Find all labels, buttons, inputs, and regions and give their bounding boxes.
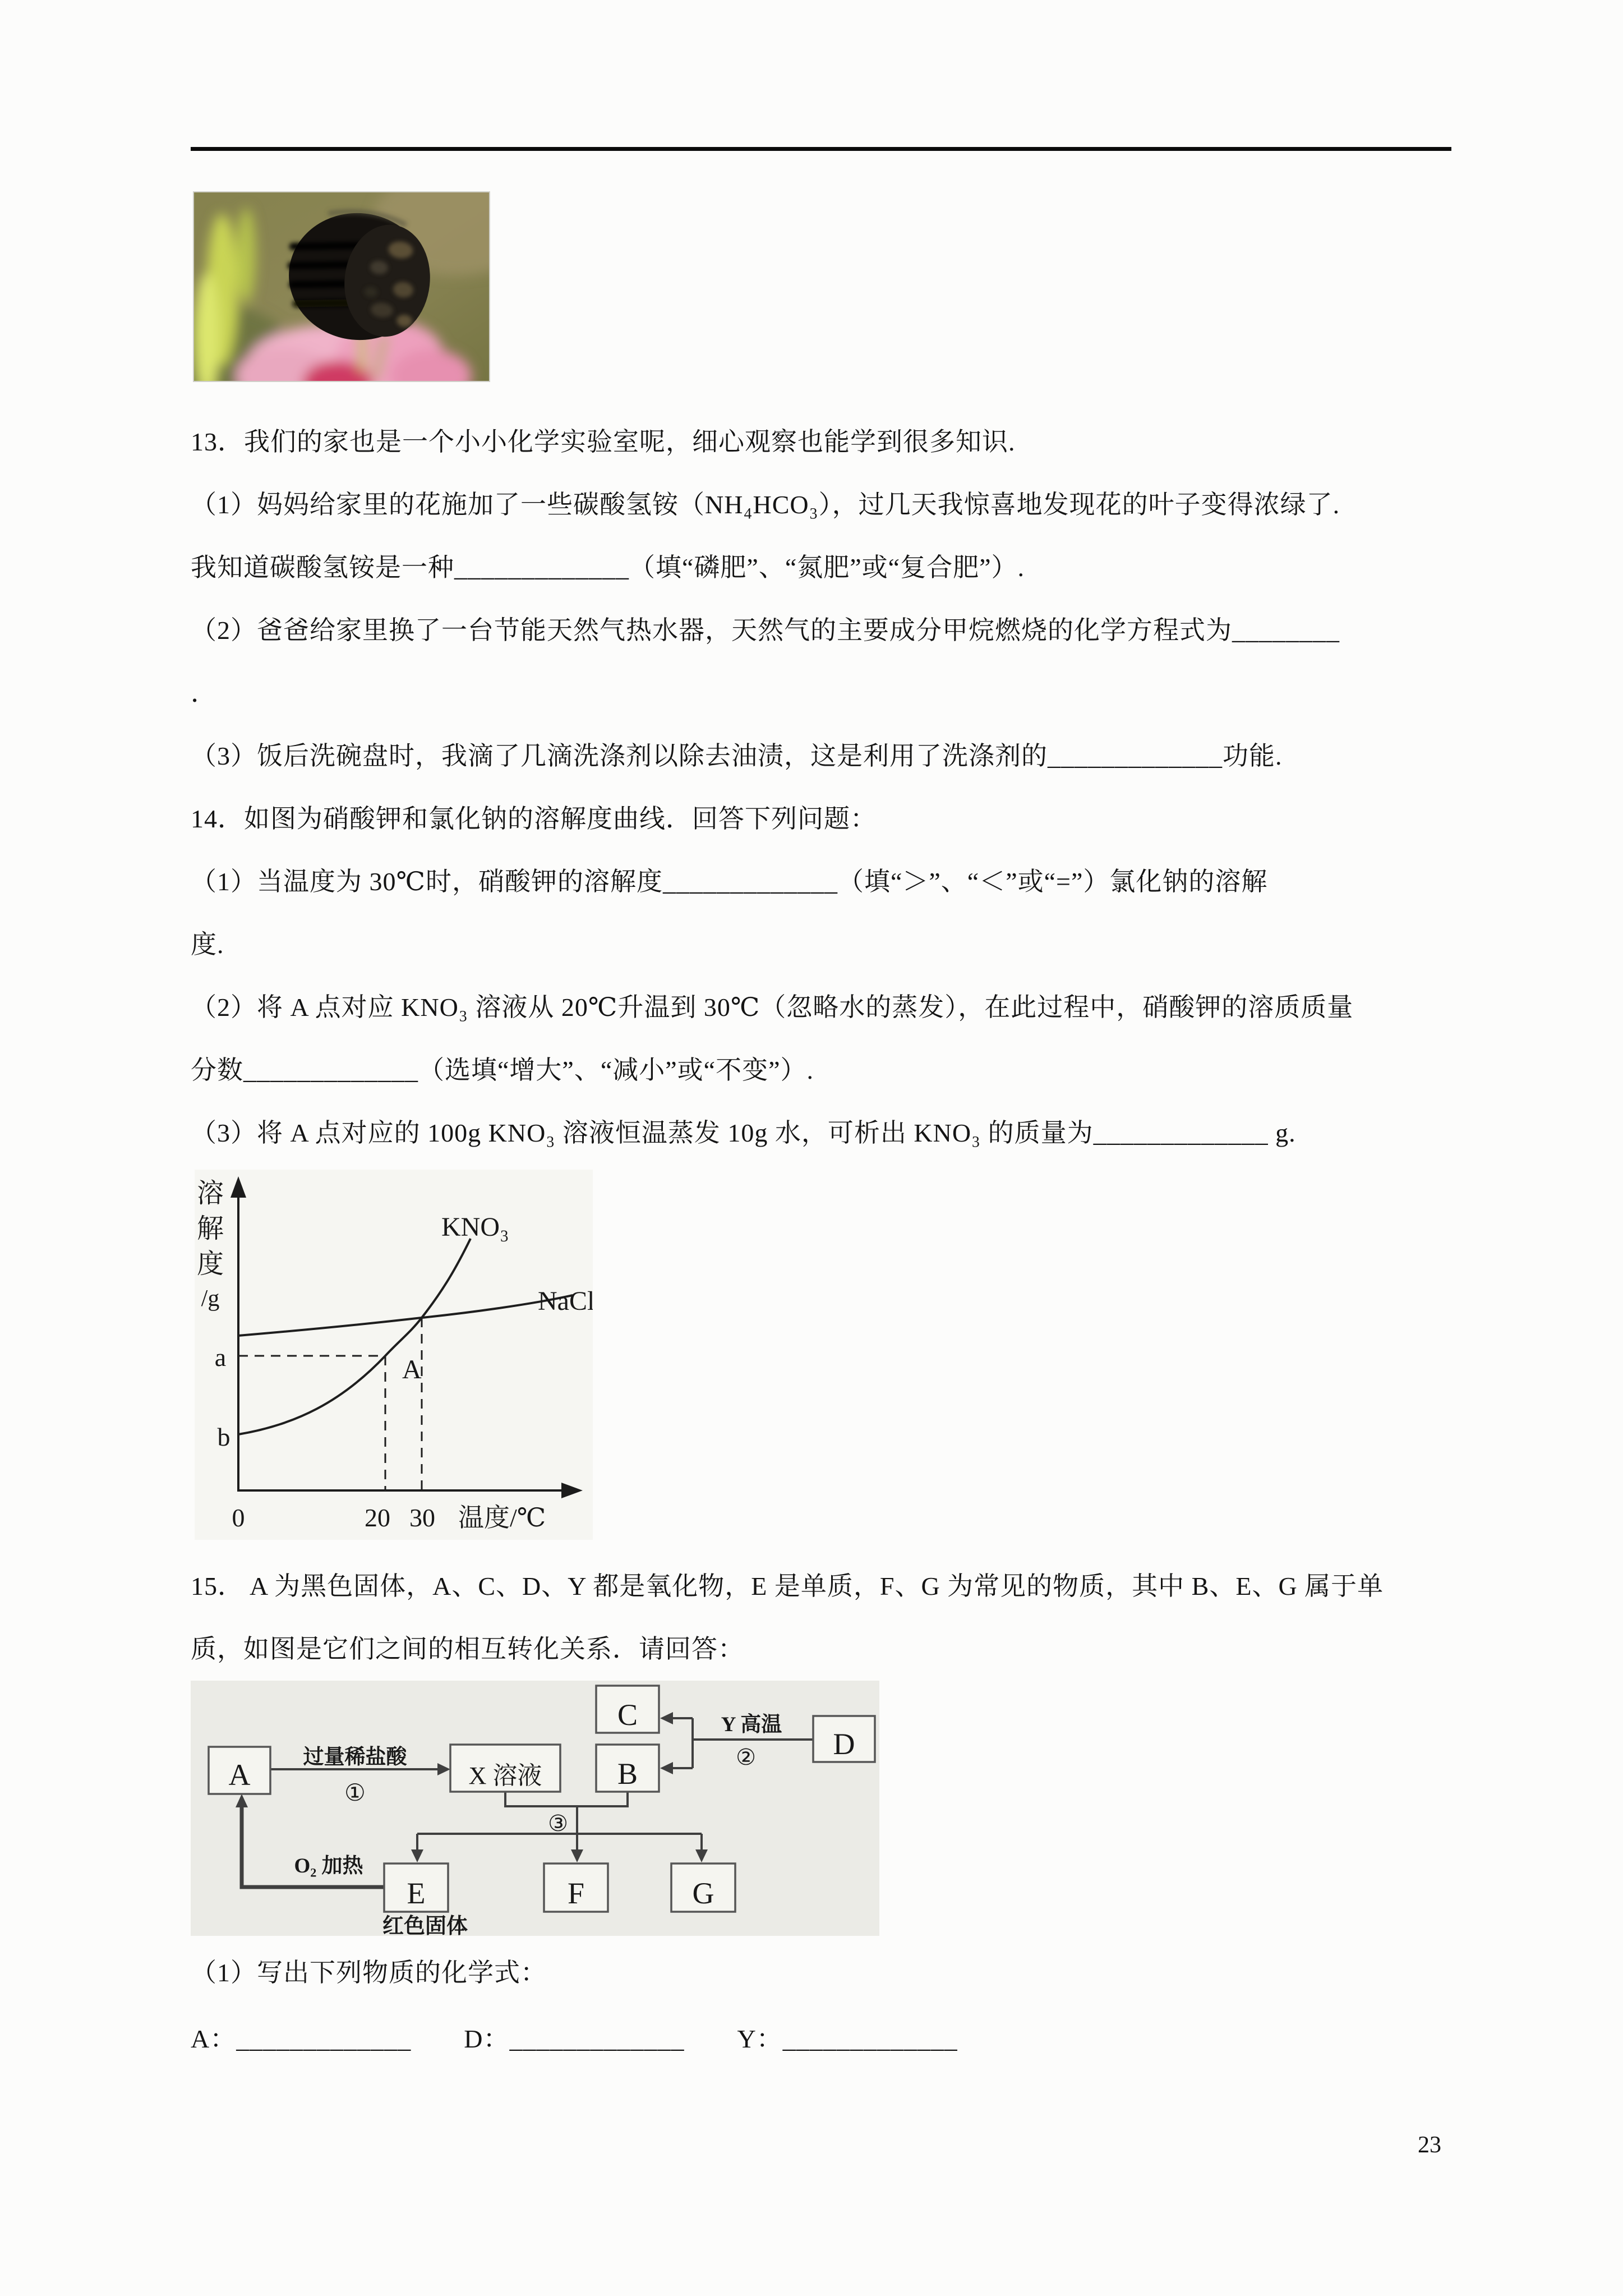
reaction2-label: Y 高温 <box>721 1713 782 1736</box>
box-c-label: C <box>617 1698 638 1732</box>
x-tick-20: 20 <box>365 1503 390 1532</box>
box-x-label: X 溶液 <box>468 1762 542 1789</box>
solubility-chart <box>195 1170 593 1540</box>
question-13-14-text <box>191 411 1481 1165</box>
photo-image <box>193 191 490 382</box>
box-e-label: E <box>407 1876 426 1910</box>
q15-sub-answer-blanks: A：_____________ D：_____________ Y：_____________ <box>191 2024 958 2053</box>
q14-line-4: （2）将 A 点对应 KNO₃ 溶液从 20℃升温到 30℃（忽略水的蒸发），在此过程中，硝酸钾的溶质质量 <box>191 993 1354 1022</box>
reaction1-number: ① <box>344 1779 366 1806</box>
q14-line-1: 14．如图为硝酸钾和氯化钠的溶解度曲线．回答下列问题： <box>191 804 877 833</box>
reaction3-number: ③ <box>548 1811 568 1837</box>
box-b-label: B <box>617 1757 638 1791</box>
o2-heat-label: O₂ 加热 <box>294 1855 363 1878</box>
nacl-series-label: NaCl <box>538 1286 593 1316</box>
x-tick-30: 30 <box>409 1503 435 1532</box>
y-axis-unit-label: /g <box>201 1286 220 1312</box>
transformation-diagram-svg <box>191 1681 879 1936</box>
q15-line-1: 15． A 为黑色固体，A、C、D、Y 都是氧化物，E 是单质，F、G 为常见的物质，其中 B、E、G 属于单 <box>191 1572 1384 1600</box>
x-tick-0: 0 <box>232 1503 245 1532</box>
y-level-a-label: a <box>214 1343 227 1372</box>
y-axis-label-char: 溶 <box>196 1179 224 1208</box>
q13-line-2: （1）妈妈给家里的花施加了一些碳酸氢铵（NH₄HCO₃），过几天我惊喜地发现花的叶子变得浓绿了. <box>191 490 1340 519</box>
question-15-sub-text <box>191 1940 1481 2072</box>
y-axis-label-char: 解 <box>196 1214 224 1244</box>
q14-line-5: 分数_____________（选填“增大”、“减小”或“不变”）. <box>191 1056 814 1084</box>
reaction2-number: ② <box>736 1745 756 1770</box>
solubility-chart-svg <box>195 1170 593 1540</box>
kno3-series-label: KNO₃ <box>441 1212 509 1242</box>
question-15-text <box>191 1555 1481 1681</box>
box-g-label: G <box>692 1876 714 1910</box>
q15-sub-line-1: （1）写出下列物质的化学式： <box>191 1958 547 1987</box>
header-rule <box>191 147 1451 151</box>
photo-black-solid-on-flower <box>193 191 490 382</box>
box-a-label: A <box>228 1758 251 1792</box>
x-axis-label: 温度/℃ <box>458 1503 546 1532</box>
q13-line-3: 我知道碳酸氢铵是一种_____________（填“磷肥”、“氮肥”或“复合肥”）. <box>191 553 1025 582</box>
y-axis-label-char: 度 <box>196 1249 224 1279</box>
transformation-diagram <box>191 1681 879 1936</box>
page-number: 23 <box>1418 2132 1441 2158</box>
point-A-label: A <box>402 1355 422 1384</box>
q14-line-2: （1）当温度为 30℃时，硝酸钾的溶解度_____________（填“＞”、“＜”或“=”）氯化钠的溶解 <box>191 867 1268 896</box>
box-d-label: D <box>833 1727 855 1761</box>
y-level-b-label: b <box>217 1423 230 1451</box>
q13-line-6: （3）饭后洗碗盘时，我滴了几滴洗涤剂以除去油渍，这是利用了洗涤剂的_____________功能. <box>191 742 1283 770</box>
box-f-label: F <box>567 1876 585 1910</box>
q14-line-3: 度. <box>191 930 224 959</box>
q14-line-6: （3）将 A 点对应的 100g KNO₃ 溶液恒温蒸发 10g 水，可析出 KNO₃ 的质量为_____________ g. <box>191 1119 1296 1147</box>
q13-line-4: （2）爸爸给家里换了一台节能天然气热水器，天然气的主要成分甲烷燃烧的化学方程式为________ <box>191 616 1340 645</box>
q13-line-1: 13．我们的家也是一个小小化学实验室呢，细心观察也能学到很多知识. <box>191 427 1016 456</box>
q13-line-5: ． <box>191 679 217 707</box>
red-solid-label: 红色固体 <box>382 1915 468 1936</box>
reaction1-label: 过量稀盐酸 <box>303 1746 407 1769</box>
q15-line-2: 质，如图是它们之间的相互转化关系．请回答： <box>191 1635 744 1663</box>
leaf <box>237 208 256 303</box>
chart-background <box>195 1170 593 1540</box>
